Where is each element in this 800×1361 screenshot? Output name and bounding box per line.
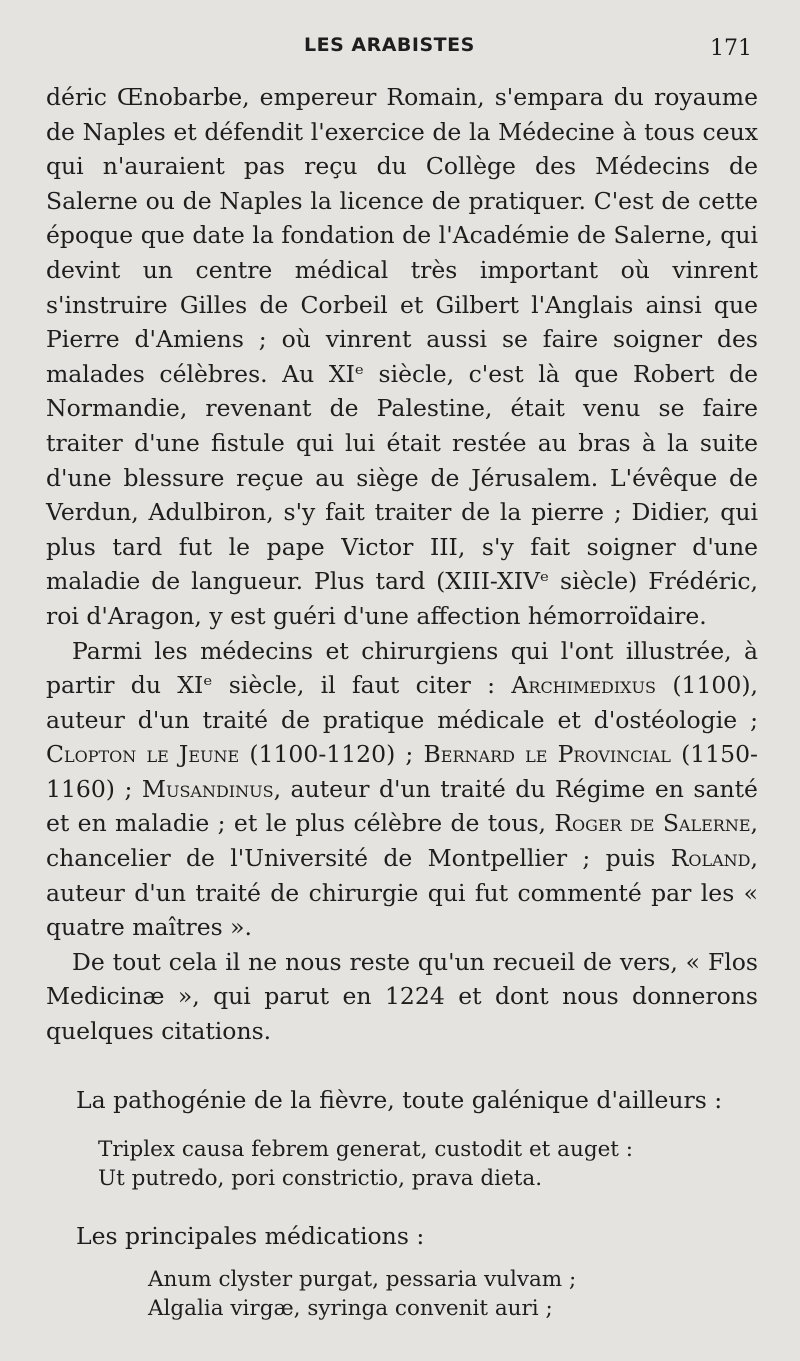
text-segment: , auteur d'un traité de chirurgie qui fut commenté par les « quatre maîtres ». (46, 844, 758, 942)
paragraph-continuation: déric Œnobarbe, empereur Romain, s'empara du royaume de Naples et défendit l'exercice de la Médecine à tous ceux qui n'auraient pas reçu du Collège des Médecins de Salerne ou de Naples la licence de pratiquer. C'est de cette époque que date la fondation de l'Académie de Salerne, qui devint un centre médical très important où vinrent s'instruire Gilles de Corbeil et Gilbert l'Anglais ainsi que Pierre d'Amiens ; où vinrent aussi se faire soigner des malades célèbres. Au XIᵉ siècle, c'est là que Robert de Normandie, revenant de Palestine, était venu se faire traiter d'une fistule qui lui était restée au bras à la suite d'une blessure reçue au siège de Jérusalem. L'évêque de Verdun, Adulbiron, s'y fait traiter de la pierre ; Didier, qui plus tard fut le pape Victor III, s'y fait soigner d'une maladie de langueur. Plus tard (XIII-XIVᵉ siècle) Frédéric, roi d'Aragon, y est guéri d'une affection hémorroïdaire. (46, 83, 758, 630)
name-roger: Roger de Salerne (554, 809, 751, 838)
verse-medications (148, 1265, 576, 1323)
text-segment: (1100-1120) ; (249, 740, 414, 769)
text-segment: , chancelier de l'Université de Montpellier ; puis (46, 809, 758, 873)
text-segment: , auteur d'un traité du Régime en santé et en maladie ; et le plus célèbre de tous, (46, 774, 758, 838)
page-number: 171 (710, 36, 752, 61)
text-segment: Parmi les médecins et chirurgiens qui l'ont illustrée, à partir du XIᵉ siècle, il faut citer : (46, 636, 758, 700)
name-bernard: Bernard le Provincial (423, 740, 671, 769)
name-clopton: Clopton le Jeune (46, 740, 240, 769)
name-archimedixus: Archimedixus (511, 671, 657, 700)
paragraph-flos-medicinae: De tout cela il ne nous reste qu'un recueil de vers, « Flos Medicinæ », qui parut en 1224 et dont nous donnerons quelques citations. (46, 947, 758, 1046)
verse-line: Anum clyster purgat, pessaria vulvam ; (148, 1267, 577, 1292)
paragraph-physicians (46, 634, 758, 945)
verse-line: Algalia virgæ, syringa convenit auri ; (148, 1296, 553, 1321)
running-head (0, 34, 800, 66)
verse-fever (98, 1135, 633, 1193)
text-segment: (1100), auteur d'un traité de pratique médicale et d'ostéologie ; (46, 671, 758, 734)
name-roland: Roland (670, 844, 751, 873)
text-segment: (1150-1160) ; (46, 740, 758, 803)
name-musandinus: Musandinus (141, 774, 274, 803)
running-title: LES ARABISTES (304, 34, 475, 56)
fever-intro: La pathogénie de la fièvre, toute galénique d'ailleurs : (76, 1086, 723, 1114)
verse-line: Ut putredo, pori constrictio, prava dieta. (98, 1166, 543, 1191)
verse-line: Triplex causa febrem generat, custodit et auget : (98, 1137, 634, 1162)
medications-intro: Les principales médications : (76, 1222, 425, 1250)
body-text (46, 80, 758, 1049)
